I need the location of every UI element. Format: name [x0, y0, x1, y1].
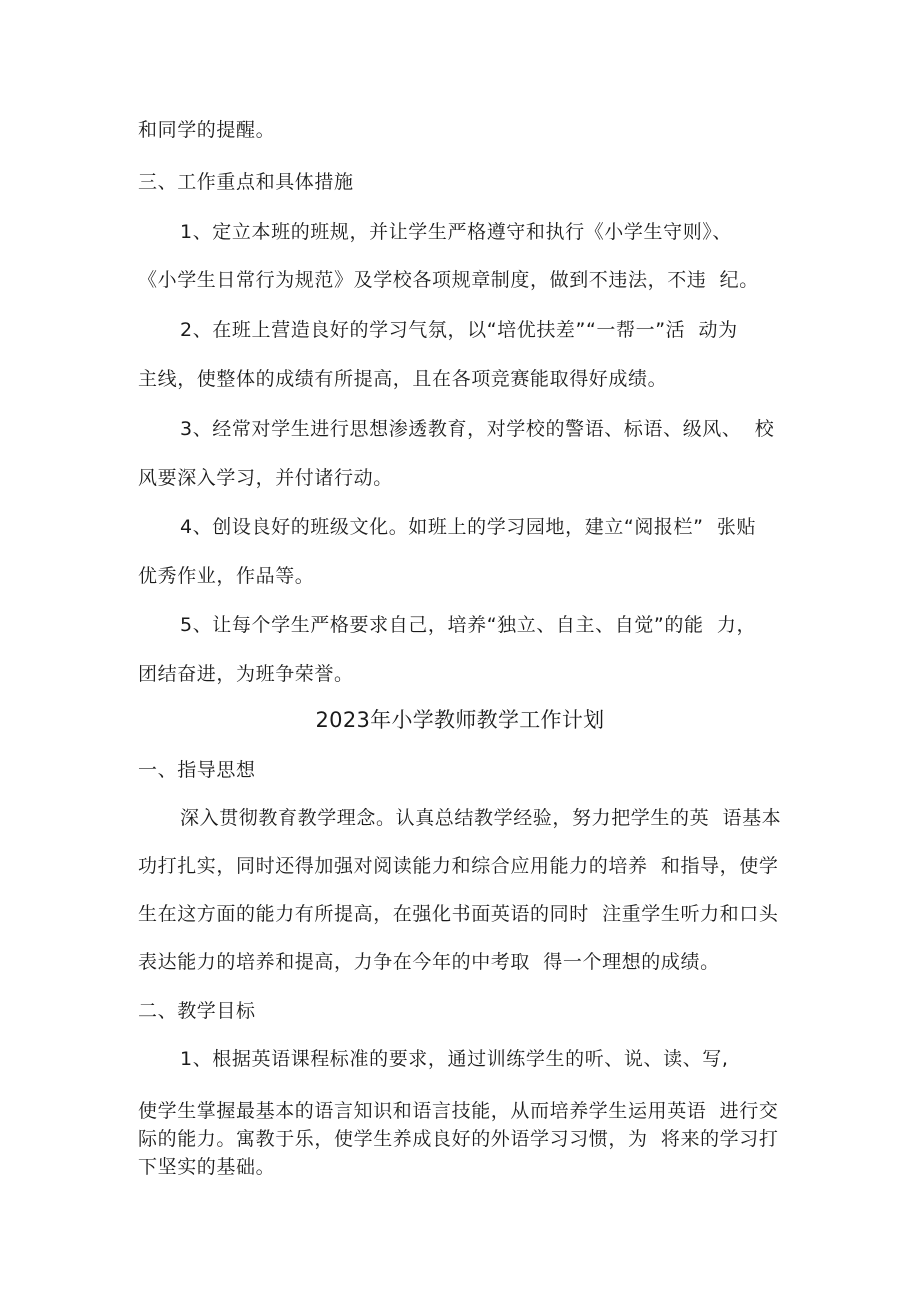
- guiding-paragraph-line-2: 功打扎实，同时还得加强对阅读能力和综合应用能力的培养 和指导，使学: [138, 855, 779, 877]
- goal-paragraph-line-3: 下坚实的基础。: [138, 1156, 276, 1178]
- measure-item-1-line-1: 1、定立本班的班规，并让学生严格遵守和执行《小学生守则》、: [180, 221, 732, 243]
- guiding-paragraph-line-1: 深入贯彻教育教学理念。认真总结教学经验，努力把学生的英 语基本: [180, 807, 782, 829]
- continuation-text: 和同学的提醒。: [138, 119, 276, 141]
- section-heading-measures: 三、工作重点和具体措施: [138, 171, 354, 193]
- goal-item-1: 1、根据英语课程标准的要求，通过训练学生的听、说、读、写,: [180, 1048, 729, 1070]
- guiding-paragraph-line-3: 生在这方面的能力有所提高，在强化书面英语的同时 注重学生听力和口头: [138, 903, 779, 925]
- section-heading-teaching-goals: 二、教学目标: [138, 1000, 256, 1022]
- measure-item-2-line-2: 主线，使整体的成绩有所提高，且在各项竞赛能取得好成绩。: [138, 368, 668, 390]
- measure-item-5-line-1: 5、让每个学生严格要求自己，培养“独立、自主、自觉”的能 力，: [180, 614, 757, 636]
- goal-paragraph-line-2: 际的能力。寓教于乐，使学生养成良好的外语学习习惯，为 将来的学习打: [138, 1128, 779, 1150]
- goal-paragraph-line-1: 使学生掌握最基本的语言知识和语言技能，从而培养学生运用英语 进行交: [138, 1100, 779, 1122]
- measure-item-1-line-2: 《小学生日常行为规范》及学校各项规章制度，做到不违法，不违 纪。: [138, 269, 759, 291]
- measure-item-2-line-1: 2、在班上营造良好的学习气氛，以“培优扶差”“一帮一”活 动为: [180, 319, 738, 341]
- section-heading-guiding-ideology: 一、指导思想: [138, 759, 256, 781]
- measure-item-4-line-1: 4、创设良好的班级文化。如班上的学习园地，建立“阅报栏” 张贴: [180, 516, 757, 538]
- measure-item-3-line-2: 风要深入学习，并付诸行动。: [138, 467, 393, 489]
- measure-item-5-line-2: 团结奋进，为班争荣誉。: [138, 663, 354, 685]
- document-title: 2023年小学教师教学工作计划: [315, 708, 605, 732]
- measure-item-4-line-2: 优秀作业，作品等。: [138, 565, 315, 587]
- guiding-paragraph-line-4: 表达能力的培养和提高，力争在今年的中考取 得一个理想的成绩。: [138, 951, 720, 973]
- measure-item-3-line-1: 3、经常对学生进行思想渗透教育，对学校的警语、标语、级风、 校: [180, 418, 775, 440]
